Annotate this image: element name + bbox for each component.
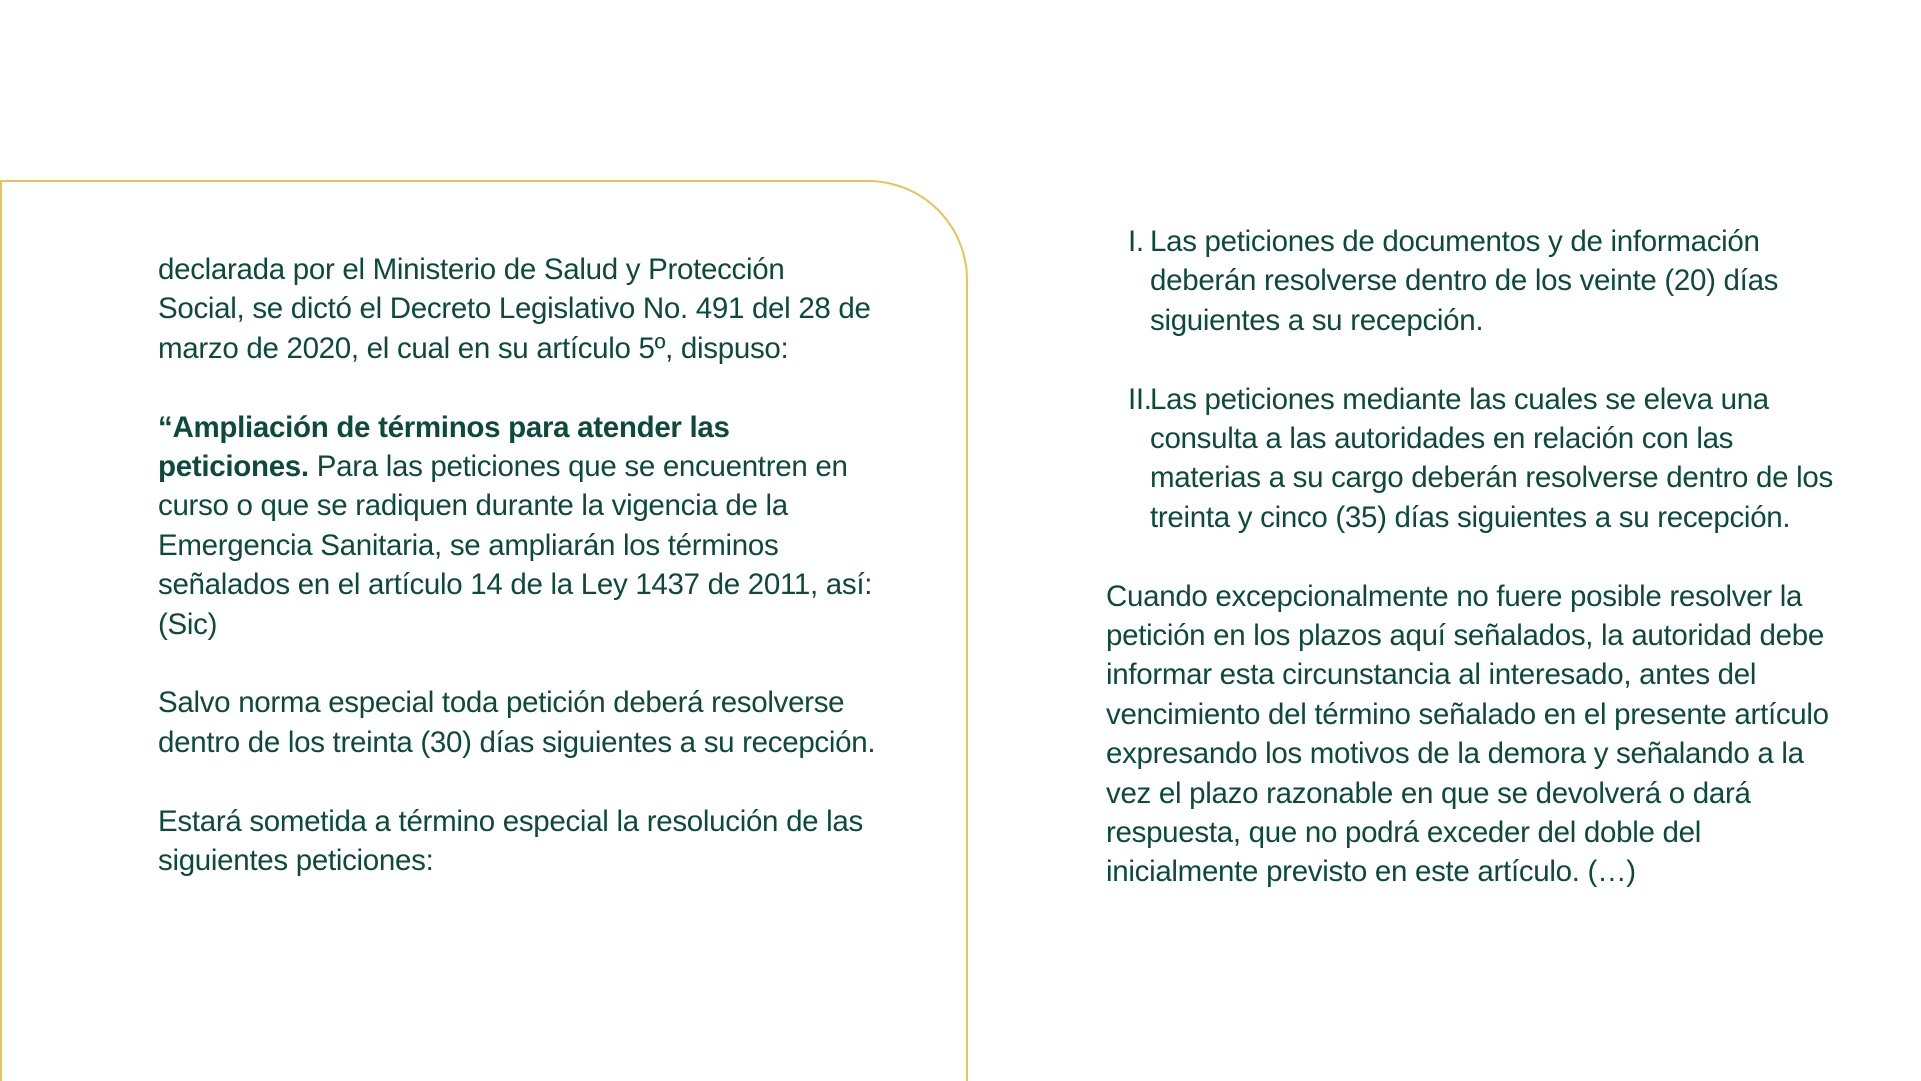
general-rule-paragraph: Salvo norma especial toda petición deberá resolverse dentro de los treinta (30) días siguientes a su recepción. <box>158 686 876 759</box>
article-heading-paragraph <box>158 408 878 644</box>
special-terms-paragraph: Estará sometida a término especial la resolución de las siguientes peticiones: <box>158 804 863 878</box>
article-title: “Ampliación de términos para atender las peticiones. <box>158 410 730 484</box>
list-item <box>1106 380 1836 538</box>
list-item-text: Las peticiones de documentos y de información deberán resolverse dentro de los veinte (20) días siguientes a su recepción. <box>1150 225 1779 337</box>
list-item-text: Las peticiones mediante las cuales se eleva una consulta a las autoridades en relación con las materias a su cargo deberán resolverse dentro de los treinta y cinco (35) días siguientes a su recepción. <box>1150 382 1833 534</box>
left-column <box>158 250 878 880</box>
list-item <box>1106 222 1836 340</box>
list-item-number: II. <box>1128 382 1152 416</box>
list-item-number: I. <box>1128 225 1144 258</box>
closing-paragraph: Cuando excepcionalmente no fuere posible resolver la petición en los plazos aquí señalados, la autoridad debe informar esta circunstancia al interesado, antes del vencimiento del término señalado en el presente artículo expresando los motivos de la demora y señalando a la vez el plazo razonable en que se devolverá o dará respuesta, que no podrá exceder del doble del inicialmente previsto en este artículo. (…) <box>1106 579 1829 889</box>
right-column <box>1106 222 1836 892</box>
article-body: Para las peticiones que se encuentren en curso o que se radiquen durante la vigencia de la Emergencia Sanitaria, se ampliarán los términos señalados en el artículo 14 de la Ley 1437 de 2011, así: (Sic) <box>158 450 873 641</box>
intro-paragraph: declarada por el Ministerio de Salud y Protección Social, se dictó el Decreto Legislativo No. 491 del 28 de marzo de 2020, el cual en su artículo 5º, dispuso: <box>158 253 871 365</box>
